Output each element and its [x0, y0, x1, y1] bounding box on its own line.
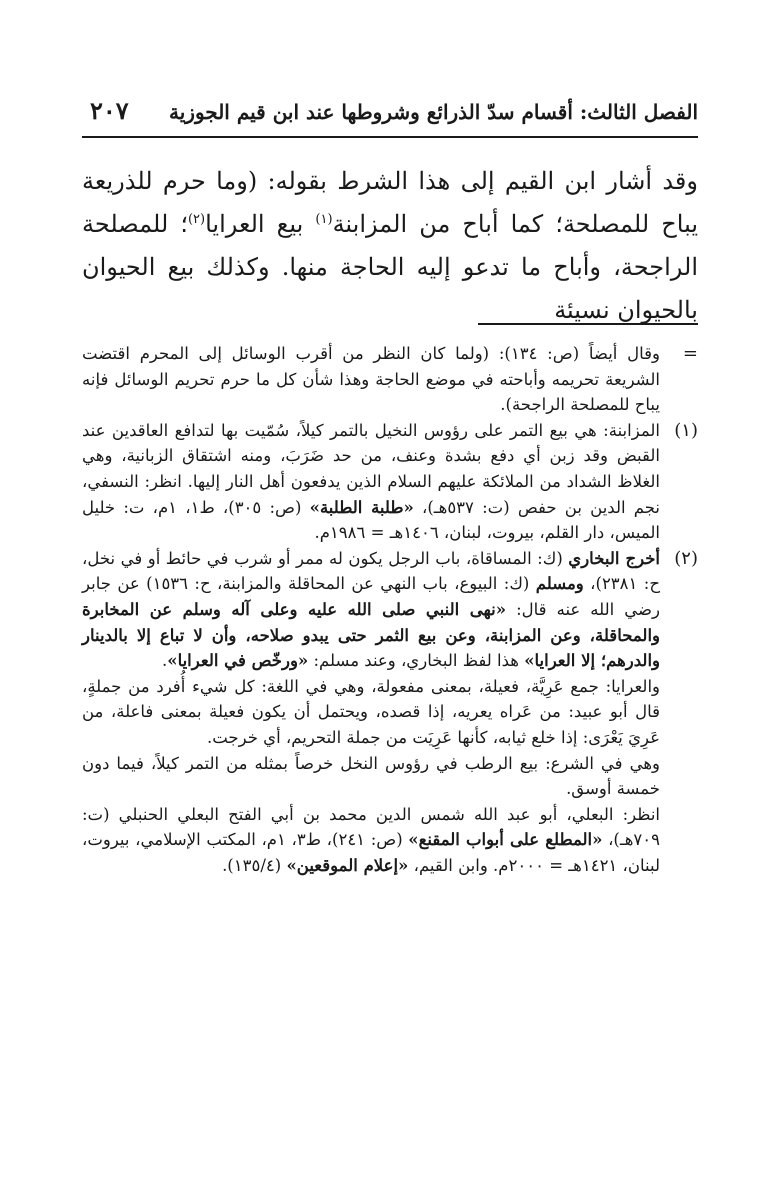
fn1-text-a: المزابنة: هي بيع التمر على رؤوس النخيل بالتمر كيلاً، سُمّيت بها لتدافع العاقدين عند القبض وقد زبن أي دفع بشدة وعنف، من حد ضَرَبَ، ومنه اشتقاق الزبانية، وهي الغلاظ الشداد من الملائكة عليهم السلام الذين يدفعون أهل النار إليها. انظر: النسفي، نجم الدين بن حفص (ت: ٥٣٧هـ)، — [82, 420, 660, 517]
fn2-ref-c: (١٣٥/٤). — [222, 855, 287, 875]
footnotes-section — [82, 341, 698, 878]
continuation-text: وقال أيضاً (ص: ١٣٤): (ولما كان النظر من أقرب الوسائل إلى المحرم اقتضت الشريعة تحريمه وأباحته في موضع الحاجة وهذا شأن كل ما حرم تحريم الوسائل فإنه يباح للمصلحة الراجحة). — [82, 344, 660, 415]
footnote-2-hadith — [82, 546, 660, 674]
footnote-1 — [82, 418, 698, 546]
footnote-2-references — [82, 802, 660, 879]
footnote-ref-1[interactable]: (١) — [315, 212, 333, 227]
fn2-period: . — [162, 651, 168, 671]
footnote-separator — [478, 323, 698, 325]
page-number: ٢٠٧ — [90, 96, 129, 125]
fn2-muslim: ومسلم — [535, 574, 584, 594]
fn1-book-title: «طلبة الطلبة» — [309, 497, 414, 517]
footnote-1-text — [82, 418, 660, 546]
fn2-book-ilam: «إعلام الموقعين» — [286, 855, 409, 875]
footnote-1-number: (١) — [674, 419, 698, 441]
fn2-ref-b: (ص: ٢٤١)، ط٣، ١م، المكتب الإسلامي، بيروت، لبنان، ١٤٢١هـ = ٢٠٠٠م. وابن القيم، — [82, 830, 660, 875]
continuation-mark: = — [682, 343, 698, 364]
running-title: الفصل الثالث: أقسام سدّ الذرائع وشروطها عند ابن قيم الجوزية — [169, 100, 698, 124]
main-text-part-1: وقد أشار ابن القيم إلى هذا الشرط بقوله: (وما حرم للذريعة يباح للمصلحة؛ كما أباح من المزابنة — [82, 167, 698, 238]
fn2-hadith-text: «نهى النبي صلى الله عليه وعلى آله وسلم عن المخابرة والمحاقلة، وعن المزابنة، وعن بيع الثمر حتى يبدو صلاحه، وأن لا تباع إلا بالدينار والدرهم؛ إلا العرايا» — [82, 599, 660, 671]
fn2-ref-bukhari: (ك: المساقاة، باب الرجل يكون له ممر أو شرب في حائط أو في نخل، ح: ٢٣٨١)، — [82, 548, 660, 594]
footnote-2 — [82, 546, 698, 879]
footnote-2-shari-definition: وهي في الشرع: بيع الرطب في رؤوس النخل خرصاً بمثله من التمر كيلاً، فيما دون خمسة أوسق. — [82, 753, 660, 799]
footnote-continuation — [82, 341, 698, 418]
main-text-part-2: بيع العرايا — [205, 210, 316, 238]
fn2-muslim-wording: «ورخّص في العرايا» — [167, 651, 309, 671]
fn2-book-mutla: «المطلع على أبواب المقنع» — [408, 830, 603, 850]
footnote-2-number: (٢) — [674, 547, 698, 569]
header-rule — [82, 136, 698, 138]
fn2-wording-note: هذا لفظ البخاري، وعند مسلم: — [308, 651, 525, 671]
fn1-text-b: (ص: ٣٠٥)، ط١، ١م، ت: خليل الميس، دار القلم، بيروت، لبنان، ١٤٠٦هـ = ١٩٨٦م. — [82, 497, 660, 543]
page-header — [82, 96, 698, 138]
main-text-part-3: ؛ للمصلحة الراجحة، وأباح ما تدعو إليه الحاجة منها. وكذلك بيع الحيوان بالحيوان نسيئة — [82, 210, 698, 324]
main-paragraph — [82, 160, 698, 332]
footnote-ref-2[interactable]: (٢) — [187, 212, 206, 227]
footnote-2-araya-definition: والعرايا: جمع عَرِيَّة، فعيلة، بمعنى مفعولة، وهي في اللغة: كل شيء أُفرد من جملةٍ، قال أبو عبيد: من عَراه يعريه، إذا قصده، ويحتمل أن يكون فعيلة بمعنى فاعلة، من عَرِيَ يَعْرَى: إذا خلع ثيابه، كأنها عَرِيَت من جملة التحريم، أي خرجت. — [82, 676, 660, 747]
fn2-ref-muslim: (ك: البيوع، باب النهي عن المحاقلة والمزابنة، ح: ١٥٣٦) عن جابر رضي الله عنه قال: — [82, 574, 660, 619]
fn2-ref-a: انظر: البعلي، أبو عبد الله شمس الدين محمد بن أبي الفتح البعلي الحنبلي (ت: ٧٠٩هـ)، — [82, 804, 660, 850]
fn2-bukhari: أخرج البخاري — [568, 548, 661, 568]
